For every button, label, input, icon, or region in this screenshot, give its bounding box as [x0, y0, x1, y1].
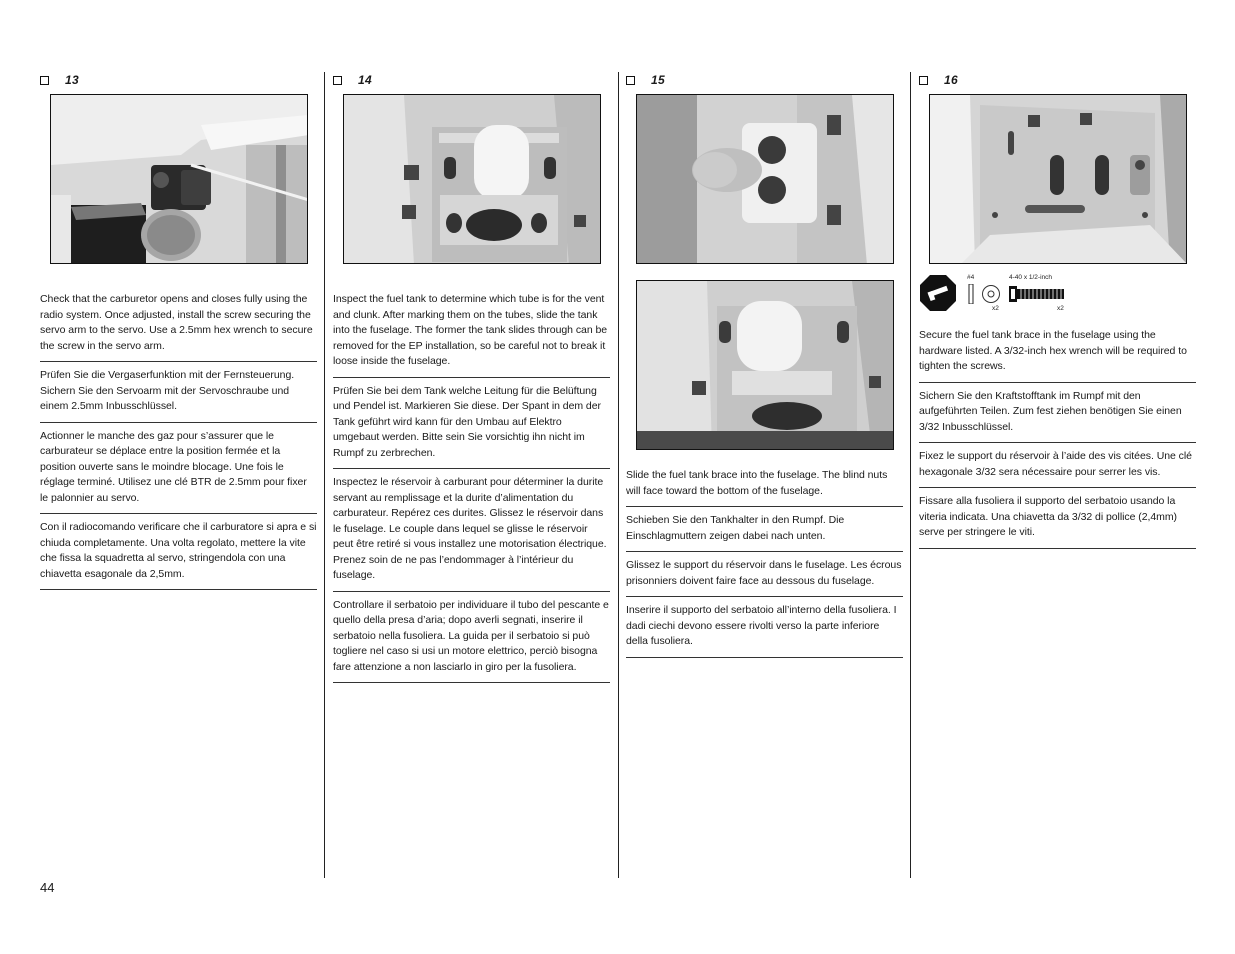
checkbox-icon[interactable] [626, 76, 635, 85]
instruction-it: Controllare il serbatoio per individuare il tubo del pescante e quello della presa d’aria; dopo averli segnati, inserire il serbatoio nella fusoliera. La guida per il serbatoio si può togliere nel caso si usi un motore elettrico, perciò bisogna fare attenzione a non lasciarlo in giro per la fusoliera. [333, 592, 610, 684]
instruction-en: Inspect the fuel tank to determine which tube is for the vent and clunk. After marking them on the tubes, slide the tank into the fuselage. The former the tank slides through can be removed for the EP installation, so be careful not to break it loose inside the fuselage. [333, 286, 610, 378]
instruction-it: Inserire il supporto del serbatoio all’interno della fusoliera. I dadi ciechi devono essere rivolti verso la parte inferiore della fusoliera. [626, 597, 903, 658]
instruction-de: Sichern Sie den Kraftstofftank im Rumpf mit den aufgeführten Teilen. Zum fest ziehen benötigen Sie einen 3/32 Inbusschlüssel. [919, 383, 1196, 444]
step-16-photo [929, 94, 1187, 264]
instruction-en: Slide the fuel tank brace into the fuselage. The blind nuts will face toward the bottom of the fuselage. [626, 462, 903, 507]
step-15-header [626, 70, 903, 90]
step-16-text [919, 322, 1196, 549]
instruction-en: Secure the fuel tank brace in the fuselage using the hardware listed. A 3/32-inch hex wrench will be required to tighten the screws. [919, 322, 1196, 383]
instruction-de: Prüfen Sie die Vergaserfunktion mit der Fernsteuerung. Sichern Sie den Servoarm mit der Servoschraube und einem 2.5mm Inbusschlüssel. [40, 362, 317, 423]
checkbox-icon[interactable] [40, 76, 49, 85]
step-14-text [333, 286, 610, 683]
column-divider [324, 72, 325, 878]
step-16-header [919, 70, 1196, 90]
step-13-header [40, 70, 317, 90]
column-divider [910, 72, 911, 878]
instruction-fr: Inspectez le réservoir à carburant pour déterminer la durite servant au remplissage et la durite d’alimentation du carburateur. Repérez ces durites. Glissez le réservoir dans le fuselage. Le couple dans lequel se glisse le réservoir peut être retiré si vous installez une motorisation électrique. Prenez soin de ne pas l’endommager à l’intérieur du fuselage. [333, 469, 610, 592]
page-number: 44 [40, 880, 55, 895]
screw-size-label: 4-40 x 1/2-inch [1009, 274, 1052, 281]
hex-wrench-icon [919, 274, 957, 312]
step-number: 15 [651, 73, 665, 87]
step-15-photo-bottom [636, 280, 894, 450]
step-number: 16 [944, 73, 958, 87]
instruction-en: Check that the carburetor opens and closes fully using the radio system. Once adjusted, install the screw securing the servo arm to the servo. Use a 2.5mm hex wrench to secure the screw in the servo arm. [40, 286, 317, 362]
checkbox-icon[interactable] [333, 76, 342, 85]
step-14-photo [343, 94, 601, 264]
step-13-text [40, 286, 317, 590]
screw-quantity: x2 [1057, 305, 1064, 312]
instruction-fr: Actionner le manche des gaz pour s’assurer que le carburateur se déplace entre la position fermée et la position ouverte sans le moindre blocage. Une fois le réglage terminé. Utilisez une clé BTR de 2.5mm pour fixer le palonnier au servo. [40, 423, 317, 515]
instruction-de: Schieben Sie den Tankhalter in den Rumpf. Die Einschlagmuttern zeigen dabei nach unten. [626, 507, 903, 552]
instruction-it: Fissare alla fusoliera il supporto del serbatoio usando la viteria indicata. Una chiavetta da 3/32 di pollice (2,4mm) serve per stringere le viti. [919, 488, 1196, 549]
column-divider [618, 72, 619, 878]
step-16-column [919, 70, 1196, 549]
step-15-photo-top [636, 94, 894, 264]
washer-icon [981, 284, 1001, 304]
step-13-photo [50, 94, 308, 264]
instruction-fr: Fixez le support du réservoir à l’aide des vis citées. Une clé hexagonale 3/32 sera nécessaire pour serrer les vis. [919, 443, 1196, 488]
step-number: 13 [65, 73, 79, 87]
step-13-column [40, 70, 317, 590]
step-15-text [626, 462, 903, 658]
washer-quantity: x2 [992, 305, 999, 312]
instruction-de: Prüfen Sie bei dem Tank welche Leitung für die Belüftung und Pendel ist. Markieren Sie diese. Der Spant in dem der Tank geführt wird kann für den Umbau auf Elektro umgebaut werden. Bitte sein Sie vorsichtig ihn nicht im Rumpf zu zerbrechen. [333, 378, 610, 470]
pin-icon [968, 284, 974, 304]
checkbox-icon[interactable] [919, 76, 928, 85]
washer-size-label: #4 [967, 274, 975, 281]
instruction-it: Con il radiocomando verificare che il carburatore si apra e si chiuda completamente. Una volta regolato, mettere la vite che fissa la squadretta al servo, stringendola con una chiavetta esagonale da 2,5mm. [40, 514, 317, 590]
step-number: 14 [358, 73, 372, 87]
screw-icon [1009, 286, 1065, 302]
step-14-header [333, 70, 610, 90]
instruction-fr: Glissez le support du réservoir dans le fuselage. Les écrous prisonniers doivent faire face au dessous du fuselage. [626, 552, 903, 597]
step-14-column [333, 70, 610, 683]
step-15-column [626, 70, 903, 658]
hardware-list [919, 272, 1196, 312]
